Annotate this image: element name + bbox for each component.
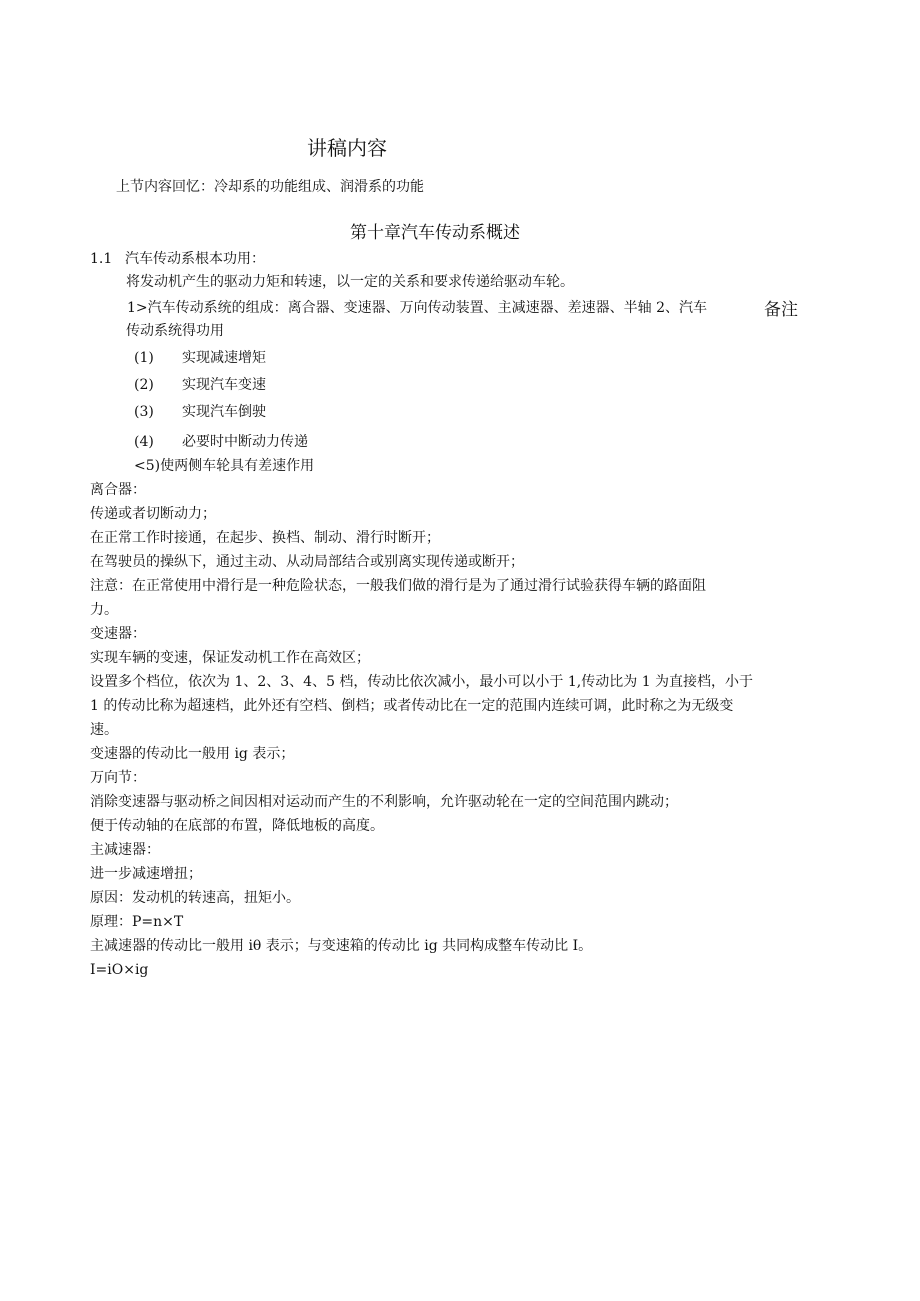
body-line: 设置多个档位，依次为 1、2、3、4、5 档，传动比依次减小，最小可以小于 1,传动比为 1 为直接档，小于 bbox=[90, 674, 754, 690]
function-text: 实现汽车倒驶 bbox=[182, 404, 266, 420]
body-line: 变速器： bbox=[90, 626, 146, 642]
body-line: 在正常工作时接通，在起步、换档、制动、滑行时断开； bbox=[90, 530, 440, 546]
review-line: 上节内容回忆：冷却系的功能组成、润滑系的功能 bbox=[116, 179, 424, 195]
body-line: 便于传动轴的在底部的布置，降低地板的高度。 bbox=[90, 818, 384, 834]
side-note-label: 备注 bbox=[764, 300, 798, 320]
function-number: (1) bbox=[134, 350, 154, 366]
body-line: 进一步减速增扭； bbox=[90, 866, 202, 882]
composition-line-1: 1>汽车传动系统的组成：离合器、变速器、万向传动装置、主减速器、差速器、半轴 2、汽车 bbox=[127, 300, 707, 316]
function-number: (4) bbox=[134, 434, 154, 450]
body-line: 主减速器： bbox=[90, 842, 160, 858]
body-line: 离合器： bbox=[90, 482, 146, 498]
body-line: 实现车辆的变速，保证发动机工作在高效区； bbox=[90, 650, 370, 666]
body-line: 传递或者切断动力； bbox=[90, 506, 216, 522]
function-number: (2) bbox=[134, 377, 154, 393]
section-intro: 将发动机产生的驱动力矩和转速，以一定的关系和要求传递给驱动车轮。 bbox=[126, 274, 574, 290]
body-line: 消除变速器与驱动桥之间因相对运动而产生的不利影响，允许驱动轮在一定的空间范围内跳动； bbox=[90, 794, 678, 810]
function-text: 实现减速增矩 bbox=[182, 350, 266, 366]
function-text: 必要时中断动力传递 bbox=[182, 434, 308, 450]
body-line: 原因：发动机的转速高，扭矩小。 bbox=[90, 890, 300, 906]
body-line: 1 的传动比称为超速档，此外还有空档、倒档；或者传动比在一定的范围内连续可调，此时称之为无级变 bbox=[90, 698, 734, 714]
body-line: 注意：在正常使用中滑行是一种危险状态，一般我们做的滑行是为了通过滑行试验获得车辆的路面阻 bbox=[90, 578, 706, 594]
section-title: 汽车传动系根本功用： bbox=[125, 251, 265, 267]
function-number: (3) bbox=[134, 404, 154, 420]
body-line: 在驾驶员的操纵下，通过主动、从动局部结合或别离实现传递或断开； bbox=[90, 554, 524, 570]
body-line: 变速器的传动比一般用 ig 表示； bbox=[90, 746, 295, 762]
body-line: 速。 bbox=[90, 722, 118, 738]
body-line: 力。 bbox=[90, 602, 118, 618]
function-5: <5)使两侧车轮具有差速作用 bbox=[134, 458, 315, 474]
composition-line-2: 传动系统得功用 bbox=[126, 323, 224, 339]
chapter-title: 第十章汽车传动系概述 bbox=[350, 223, 520, 243]
body-line: 主减速器的传动比一般用 iθ 表示；与变速箱的传动比 ig 共同构成整车传动比 I。 bbox=[90, 938, 593, 954]
section-number: 1.1 bbox=[90, 251, 113, 267]
function-text: 实现汽车变速 bbox=[182, 377, 266, 393]
document-title: 讲稿内容 bbox=[307, 136, 387, 160]
body-line: 原理：P=n×T bbox=[90, 914, 184, 930]
body-line: I=iO×ig bbox=[90, 962, 149, 978]
body-line: 万向节： bbox=[90, 770, 146, 786]
